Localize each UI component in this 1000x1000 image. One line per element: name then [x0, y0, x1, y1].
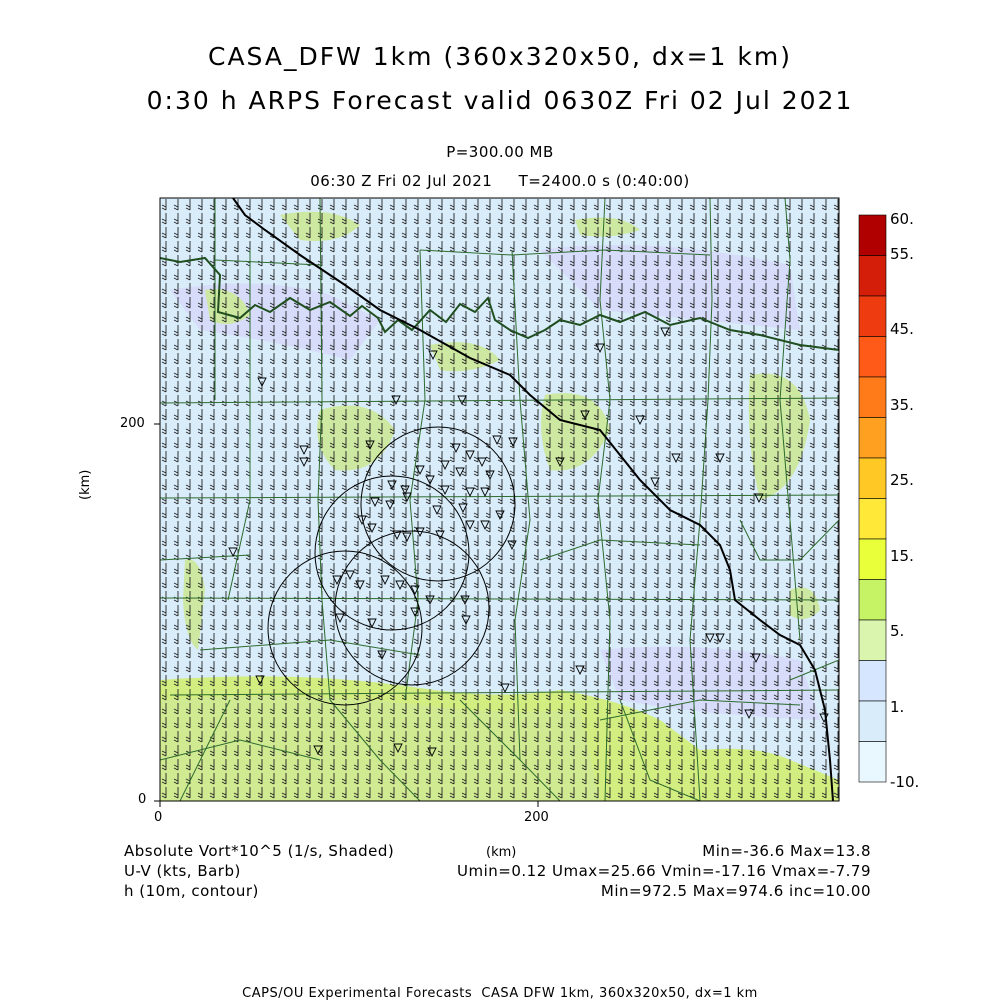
colorbar-swatch — [859, 499, 886, 540]
colorbar-label: 25. — [890, 471, 914, 489]
y-axis-label: (km) — [78, 469, 93, 500]
colorbar-swatch — [859, 539, 886, 580]
colorbar-label: 5. — [890, 622, 905, 640]
plot-title-line2: 0:30 h ARPS Forecast valid 0630Z Fri 02 Jul 2021 — [146, 86, 854, 115]
colorbar-swatch — [859, 580, 886, 621]
pressure-level: P=300.00 MB — [446, 143, 554, 161]
legend-contour-field: h (10m, contour) — [124, 882, 259, 900]
colorbar-label: 35. — [890, 396, 914, 414]
x-axis-label: (km) — [486, 845, 517, 860]
legend-barb-field: U-V (kts, Barb) — [124, 862, 241, 880]
legend-shaded-minmax: Min=-36.6 Max=13.8 — [702, 842, 871, 860]
colorbar-label: 15. — [890, 547, 914, 565]
colorbar-label: 45. — [890, 320, 914, 338]
colorbar-swatch — [859, 701, 886, 742]
colorbar-swatch — [859, 215, 886, 256]
colorbar-swatch — [859, 661, 886, 702]
plot-title-line1: CASA_DFW 1km (360x320x50, dx=1 km) — [207, 42, 792, 71]
colorbar-swatch — [859, 296, 886, 337]
shaded-field — [160, 198, 839, 801]
colorbar-swatch — [859, 742, 886, 783]
colorbar — [859, 215, 886, 782]
colorbar-label: -10. — [890, 773, 920, 791]
legend-contour-minmax: Min=972.5 Max=974.6 inc=10.00 — [600, 882, 871, 900]
colorbar-label: 60. — [890, 210, 914, 228]
colorbar-swatch — [859, 418, 886, 459]
colorbar-label: 55. — [890, 245, 914, 263]
y-tick-label: 200 — [120, 416, 145, 431]
legend-shaded-field: Absolute Vort*10^5 (1/s, Shaded) — [124, 842, 395, 860]
x-tick-label: 200 — [524, 810, 549, 825]
legend-uv-minmax: Umin=0.12 Umax=25.66 Vmin=-17.16 Vmax=-7.79 — [457, 862, 871, 880]
colorbar-swatch — [859, 620, 886, 661]
colorbar-label: 1. — [890, 698, 905, 716]
footer-credit: CAPS/OU Experimental Forecasts CASA DFW 1km, 360x320x50, dx=1 km — [242, 986, 758, 1000]
colorbar-swatch — [859, 337, 886, 378]
valid-time: 06:30 Z Fri 02 Jul 2021 T=2400.0 s (0:40:00) — [310, 172, 690, 190]
colorbar-swatch — [859, 377, 886, 418]
wind-barb-layer — [160, 198, 839, 801]
colorbar-swatch — [859, 458, 886, 499]
colorbar-swatch — [859, 256, 886, 297]
y-tick-label: 0 — [138, 792, 147, 807]
x-tick-label: 0 — [154, 810, 163, 825]
